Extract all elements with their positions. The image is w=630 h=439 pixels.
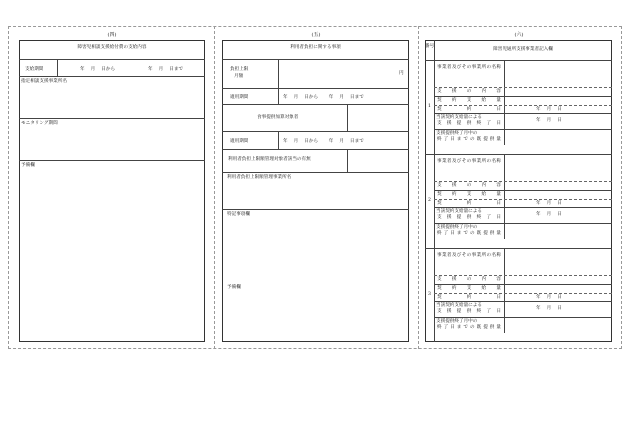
benefit-period-from[interactable]: 年 月 日から (80, 67, 116, 72)
entry-label: 支援の内容 (437, 182, 501, 188)
applicable-period-2[interactable]: 年 月 日から 年 月 日まで (283, 139, 364, 144)
column-number-label: 番号 (425, 44, 435, 49)
entry-label-line1: 支援提供終了月中の (436, 318, 478, 324)
applicable-period-label-1: 適用期間 (230, 95, 249, 100)
entry-number: 3 (428, 292, 431, 297)
entry-label: 契約日 (437, 106, 501, 112)
entry-label: 事業者及びその事業所の名称 (437, 65, 501, 70)
entry-date-value[interactable]: 年 月 日 (536, 294, 562, 300)
panel-benefit-content (19, 40, 205, 342)
special-notes-label: 特記事項欄 (227, 212, 250, 217)
monitoring-period-label: モニタリング期間 (21, 121, 58, 126)
entry-label-line1: 当該契約支給量による (436, 208, 482, 214)
entry-label-line1: 当該契約支給量による (436, 114, 482, 120)
benefit-period-to[interactable]: 年 月 日まで (148, 67, 184, 72)
entry-label-line1: 支援提供終了月中の (436, 130, 478, 136)
applicable-period-1[interactable]: 年 月 日から 年 月 日まで (283, 95, 364, 100)
entry-label: 契約支給量 (437, 191, 501, 197)
entry-date-value[interactable]: 年 月 日 (536, 106, 562, 112)
entry-label: 契約日 (437, 294, 501, 300)
entry-date-value[interactable]: 年 月 日 (536, 306, 562, 311)
burden-limit-label-1: 負担上限 (230, 67, 249, 72)
entry-label-line2: 終了日までの既提供量 (437, 231, 501, 236)
entry-label: 契約支給量 (437, 285, 501, 291)
notes-label-4: 予備欄 (21, 163, 35, 168)
panel6-title: 障害児通所支援事業者記入欄 (493, 47, 553, 52)
fold-line-2 (418, 26, 419, 349)
upper-mgmt-office-label: 利用者負担上限額管理事業所名 (227, 175, 292, 180)
burden-limit-label-2: 月額 (234, 74, 244, 79)
section-number-6: (六) (514, 32, 524, 38)
yen-unit: 円 (399, 71, 404, 76)
section-number-4: (四) (107, 32, 117, 38)
entry-label: 事業者及びその事業所の名称 (437, 159, 501, 164)
notes-label-5: 予備欄 (227, 285, 241, 290)
entry-number: 1 (428, 104, 431, 109)
panel-user-burden (222, 40, 409, 342)
benefit-period-label: 支給期間 (25, 67, 44, 72)
fold-line-1 (214, 26, 215, 349)
panel4-title: 障害児相談支援給付費の支給内容 (77, 45, 147, 50)
upper-mgmt-label: 利用者負担上限額管理対象者該当の有無 (228, 157, 311, 162)
entry-label-line2: 終了日までの既提供量 (437, 325, 501, 330)
entry-label: 支援の内容 (437, 276, 501, 282)
entry-label-line2: 支援提供終了日 (437, 121, 501, 126)
entry-label-line2: 支援提供終了日 (437, 215, 501, 220)
consultation-office-label: 指定相談支援事業所名 (21, 79, 67, 84)
entry-number: 2 (428, 198, 431, 203)
meal-provision-label: 食事提供加算対象者 (257, 115, 299, 120)
entry-date-value[interactable]: 年 月 日 (536, 118, 562, 123)
section-number-5: (五) (311, 32, 321, 38)
entry-label-line1: 当該契約支給量による (436, 302, 482, 308)
entry-label-line1: 支援提供終了月中の (436, 224, 478, 230)
entry-label-line2: 支援提供終了日 (437, 309, 501, 314)
applicable-period-label-2: 適用期間 (230, 139, 249, 144)
entry-date-value[interactable]: 年 月 日 (536, 212, 562, 217)
entry-label-line2: 終了日までの既提供量 (437, 137, 501, 142)
entry-label: 事業者及びその事業所の名称 (437, 253, 501, 258)
entry-label: 支援の内容 (437, 88, 501, 94)
entry-date-value[interactable]: 年 月 日 (536, 200, 562, 206)
entry-label: 契約支給量 (437, 97, 501, 103)
panel5-title: 利用者負担に関する事項 (290, 45, 341, 50)
entry-label: 契約日 (437, 200, 501, 206)
